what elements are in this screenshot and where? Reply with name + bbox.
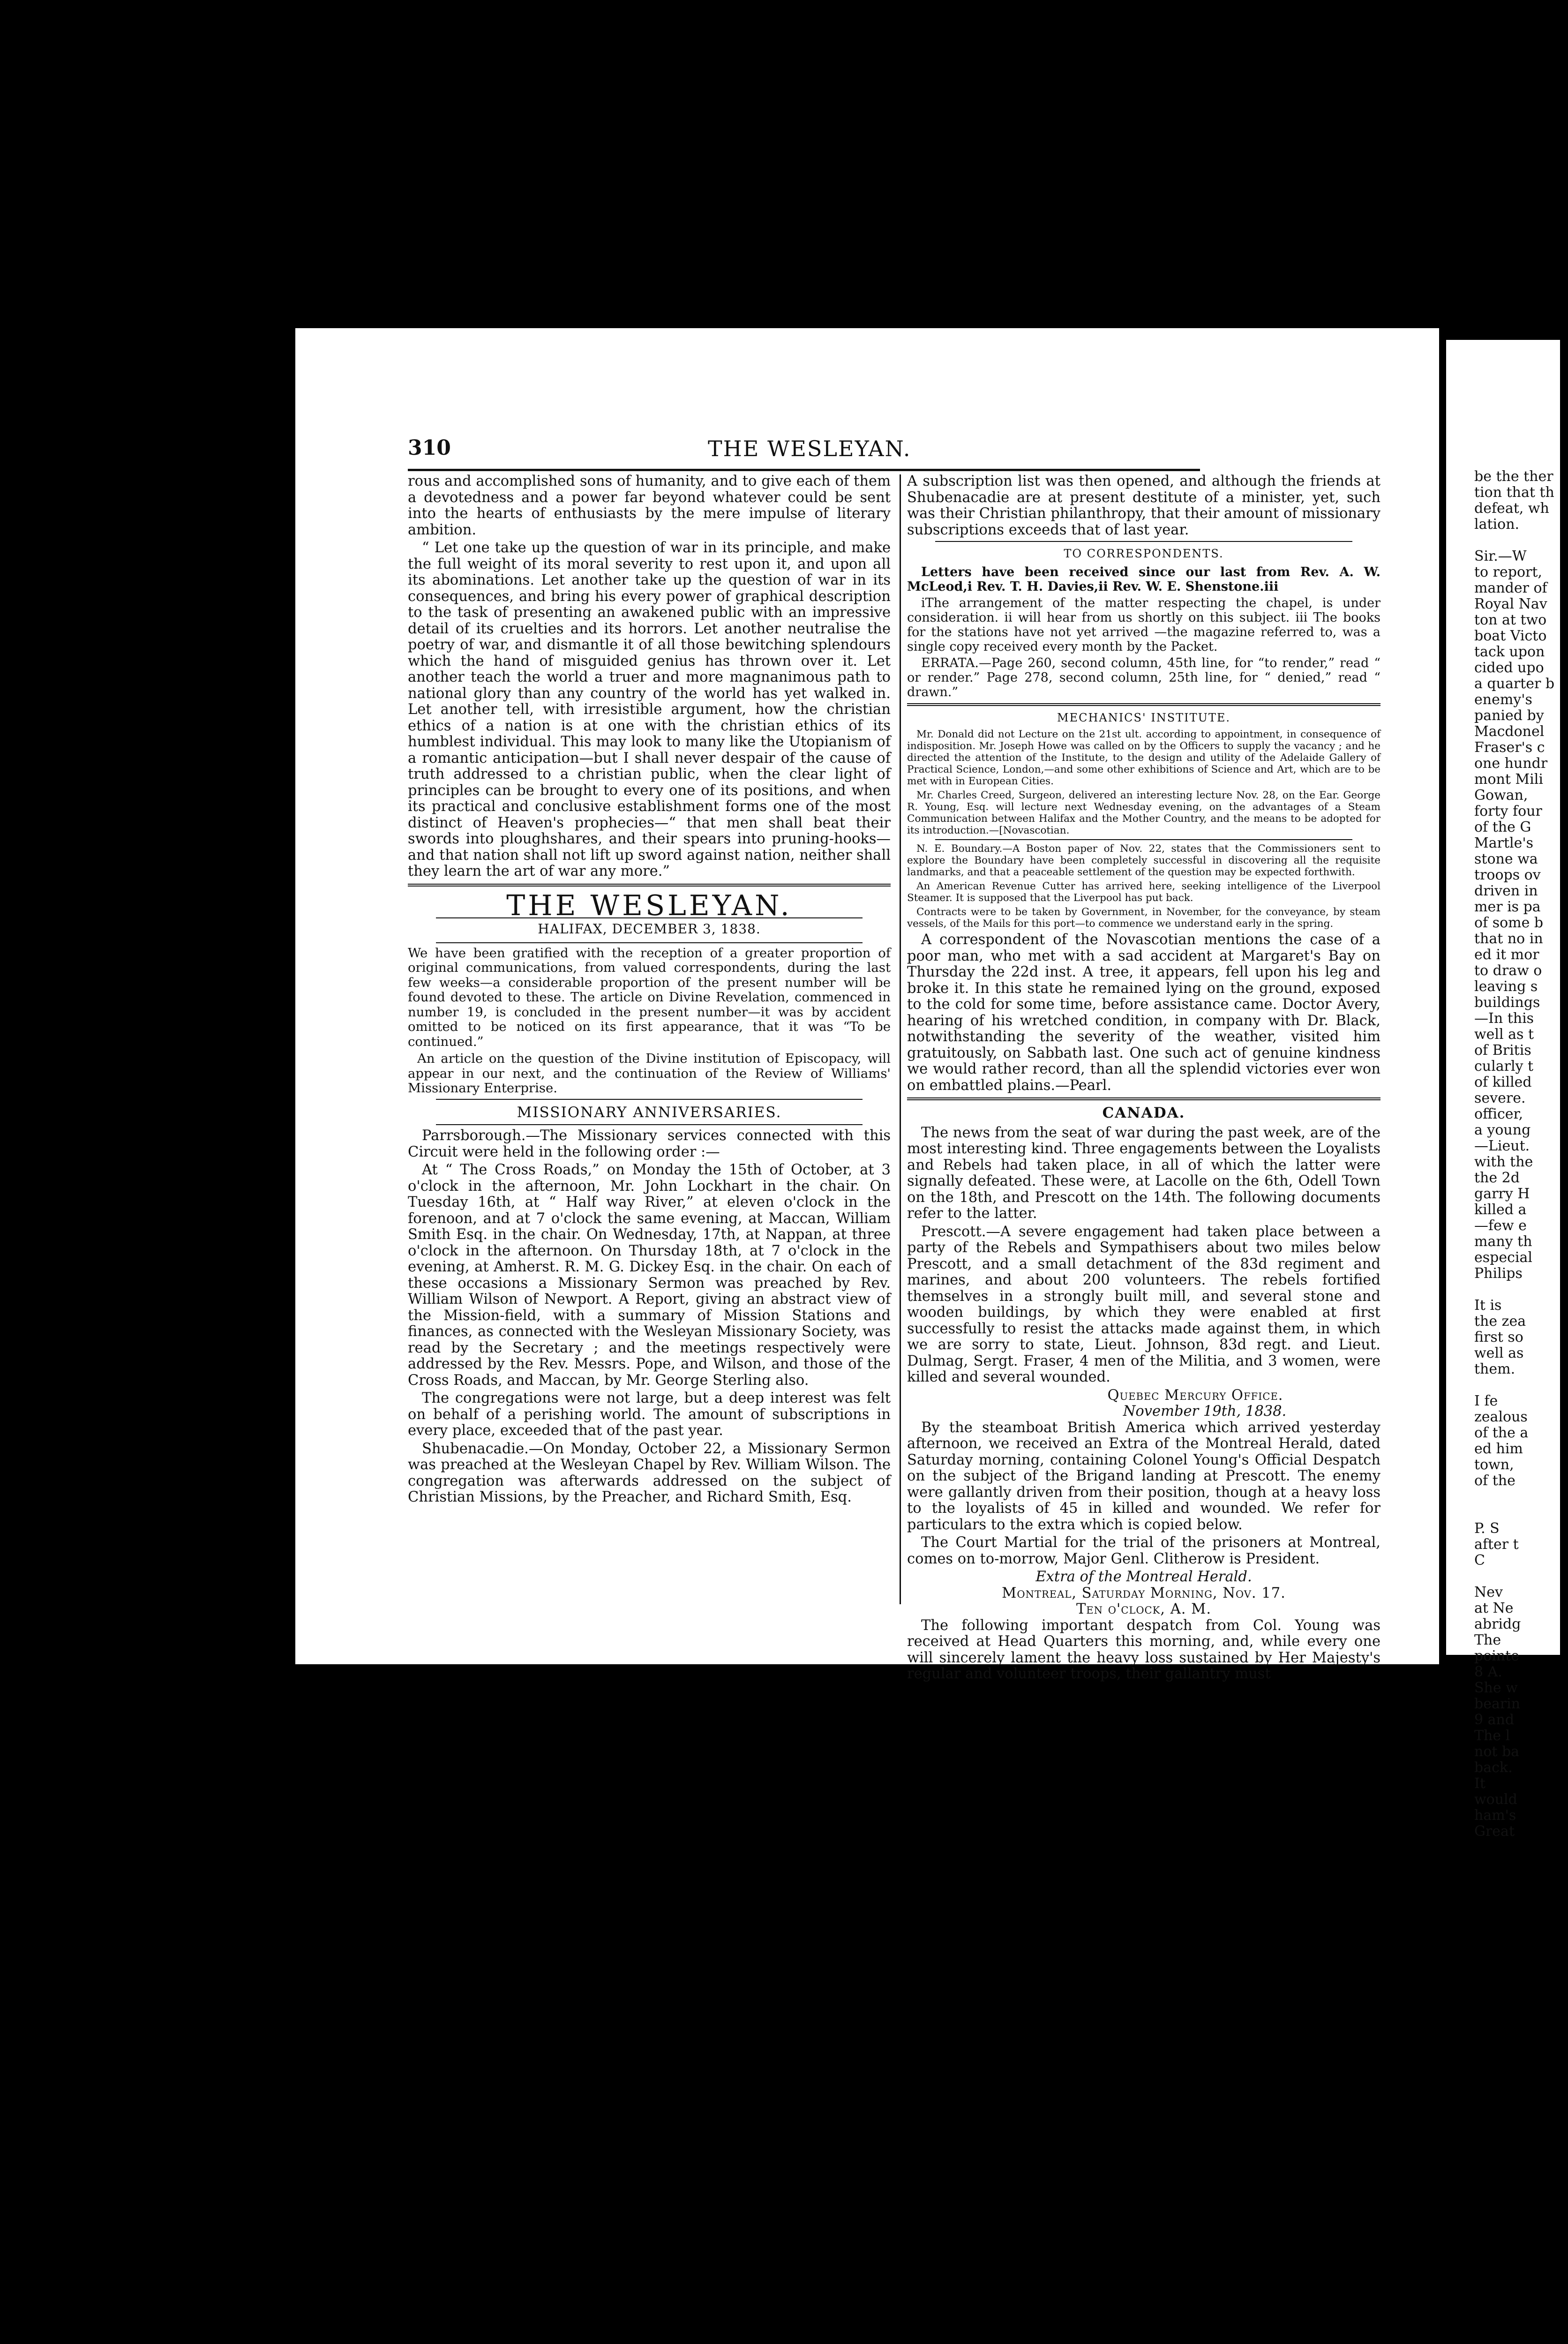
facing-page-line: The (1474, 1632, 1501, 1648)
facing-page-line: ton at two (1474, 612, 1547, 628)
facing-page-line: of some b (1474, 915, 1544, 931)
facing-page-line: —In this (1474, 1010, 1534, 1027)
editorial-paragraph: An article on the question of the Divine institution of Episcopacy, will appear in our next, and the continuation of the Review of Williams' Missionary Enterprise. (408, 1051, 891, 1096)
facing-page-line: to report, (1474, 564, 1542, 580)
facing-page-line: ham's (1474, 1807, 1516, 1824)
page-number: 310 (408, 436, 451, 460)
canada-heading: CANADA. (1102, 1104, 1185, 1121)
facing-page-line: many th (1474, 1233, 1532, 1250)
facing-page-line: cularly t (1474, 1058, 1534, 1074)
facing-page-line: of the a (1474, 1425, 1529, 1441)
masthead: THE WESLEYAN. (506, 889, 792, 922)
facing-page-line: the zea (1474, 1313, 1526, 1330)
facing-page-line: enemy's (1474, 691, 1532, 708)
facing-page-line: officer, (1474, 1106, 1523, 1122)
facing-page-line: Royal Nav (1474, 596, 1547, 612)
facing-page-line: first so (1474, 1329, 1523, 1345)
errata-paragraph: ERRATA.—Page 260, second column, 45th line, for “to render,” read “ or render.” Page 278, second column, 25th line, for “ denied,” read “ drawn.” (907, 655, 1380, 699)
facing-page-line (1474, 1282, 1568, 1298)
facing-page-line: after t (1474, 1536, 1519, 1553)
facing-page-line: zealous (1474, 1409, 1528, 1425)
missionary-paragraph: The congregations were not large, but a deep interest was felt on behalf of a perishing world. The amount of subscriptions in every place, exceeded that of the past year. (408, 1390, 891, 1439)
quebec-paragraph: The Court Martial for the trial of the prisoners at Montreal, comes on to-morrow, Major Genl. Clitherow is President. (907, 1534, 1380, 1567)
page-header (408, 436, 1214, 469)
facing-page-line: lation. (1474, 516, 1520, 533)
facing-page-line: stone wa (1474, 851, 1538, 867)
facing-page-line: pointe (1474, 1648, 1519, 1664)
continuation-paragraph: rous and accomplished sons of humanity, and to give each of them a devotedness and a power far beyond whatever could be sent into the hearts of enthusiasts by the mere impulse of literary ambition. (408, 473, 891, 538)
facing-page-line: that no in (1474, 931, 1543, 947)
facing-page-line: boat Victo (1474, 628, 1547, 644)
facing-page-text (1474, 469, 1568, 1840)
facing-page-line (1474, 1377, 1568, 1393)
mechanics-paragraph: Mr. Donald did not Lecture on the 21st ult. according to appointment, in consequence of indisposition. Mr. Joseph Howe was called on by the Officers to supply the vacancy ; and he directed the attention of the Institute, to the design and utility of the Adelaide Gallery of Practical Science, London,—and some other exhibitions of Science and Art, which are to be met with in European Cities. (907, 729, 1380, 787)
facing-page-line: of killed (1474, 1074, 1532, 1090)
missionary-paragraph: At “ The Cross Roads,” on Monday the 15th of October, at 3 o'clock in the afternoon, Mr. John Lockhart in the chair. On Tuesday 16th, at “ Half way River,” at eleven o'clock in the forenoon, and at 7 o'clock the same evening, at Maccan, William Smith Esq. in the chair. On Wednesday, 17th, at Nappan, at three o'clock in the afternoon. On Thursday 18th, at 7 o'clock in the evening, at Amherst. R. M. G. Dickey Esq. in the chair. On each of these occasions a Missionary Sermon was preached by Rev. William Wilson of Newport. A Report, giving an abstract view of the Mission-field, with a summary of Mission Stations and finances, as connected with the Wesleyan Missionary Society, was read by the Secretary ; and the meetings respectively were addressed by the Rev. Messrs. Pope, and Wilson, and those of the Cross Roads, and Maccan, by Mr. George Sterling also. (408, 1162, 891, 1389)
facing-page-line: abridg (1474, 1616, 1521, 1632)
facing-page-line: Fraser's c (1474, 739, 1545, 756)
facing-page-line: Macdonel (1474, 723, 1545, 740)
facing-page-line: Sir.—W (1474, 548, 1527, 564)
time-line: Ten o'clock, A. M. (1076, 1601, 1212, 1617)
facing-page-line: them. (1474, 1361, 1515, 1377)
correspondents-heading: TO CORRESPONDENTS. (1064, 547, 1224, 560)
quebec-office: Quebec Mercury Office. (1107, 1387, 1283, 1404)
facing-page-line: I fe (1474, 1393, 1498, 1409)
news-paragraph: N. E. Boundary.—A Boston paper of Nov. 22, states that the Commissioners sent to explore the Boundary have been completely successful in discovering all the requisite landmarks, and that a peaceable settlement of the question may be expected forthwith. (907, 843, 1380, 878)
extra-title: Extra of the Montreal Herald. (1035, 1569, 1252, 1585)
section-rule (935, 541, 1352, 542)
quebec-paragraph: By the steamboat British America which arrived yesterday afternoon, we received an Extra of the Montreal Herald, dated Saturday morning, containing Colonel Young's Official Despatch on the subject of the Brigand landing at Prescott. The enemy were gallantly driven from their position, though at a heavy loss to the loyalists of 45 in killed and wounded. We refer for particulars to the extra which is copied below. (907, 1419, 1380, 1533)
facing-page-line: killed a (1474, 1202, 1527, 1218)
facing-page-line: Great (1474, 1823, 1515, 1840)
facing-page-line: one hundr (1474, 755, 1548, 772)
facing-page-line (1474, 533, 1568, 548)
mechanics-block (907, 729, 1380, 836)
column-divider (900, 474, 901, 1604)
montreal-dateline: Montreal, Saturday Morning, Nov. 17. (1002, 1585, 1286, 1601)
dateline-rule (436, 942, 863, 943)
right-column (907, 473, 1380, 1684)
facing-page-line: to draw o (1474, 962, 1542, 979)
correspondents-paragraph: Letters have been received since our last from Rev. A. W. McLeod,i Rev. T. H. Davies,ii Rev. W. E. Shenstone.iii (907, 564, 1380, 594)
missionary-heading: MISSIONARY ANNIVERSARIES. (517, 1104, 782, 1121)
facing-page-line: defeat, wh (1474, 500, 1549, 517)
editorial-paragraph: We have been gratified with the reception of a greater proportion of original communications, from valued correspondents, during the last few weeks—a considerable proportion of the present number will be found devoted to these. The article on Divine Revelation, commenced in number 19, is concluded in the present number—it was by accident omitted to be noticed on its first appearance, that it was “To be continued.” (408, 945, 891, 1049)
quebec-date: November 19th, 1838. (1123, 1403, 1287, 1420)
canada-paragraph: The news from the seat of war during the past week, are of the most interesting kind. Three engagements between the Loyalists and Rebels had taken place, in all of which the latter were signally defeated. These were, at Lacolle on the 6th, Odell Town on the 18th, and Prescott on the 14th. The following documents refer to the latter. (907, 1124, 1380, 1222)
facing-page-line: 8 A. (1474, 1664, 1502, 1680)
facing-page-fragment (1446, 340, 1560, 1840)
facing-page-line: a quarter b (1474, 676, 1555, 692)
facing-page-line: at Ne (1474, 1600, 1514, 1616)
mechanics-heading: MECHANICS' INSTITUTE. (1057, 711, 1231, 724)
facing-page-line: cided upo (1474, 660, 1544, 676)
news-paragraph: An American Revenue Cutter has arrived here, seeking intelligence of the Liverpool Steamer. It is supposed that the Liverpool has put back. (907, 880, 1380, 904)
facing-page-line: ed it mor (1474, 947, 1539, 963)
section-rule (907, 1097, 1380, 1100)
section-rule (436, 1099, 863, 1100)
facing-page-line: mer is pa (1474, 899, 1541, 915)
facing-page-line: —Lieut. (1474, 1138, 1530, 1154)
facing-page-line: of the (1474, 1473, 1515, 1489)
section-rule (907, 703, 1380, 706)
facing-page-line: not ba (1474, 1743, 1520, 1760)
facing-page-line: mont Mili (1474, 771, 1543, 788)
correspondents-paragraph: iThe arrangement of the matter respecting the chapel, is under consideration. ii will hear from us shortly on this subject. iii The books for the stations have not yet arrived —the magazine referred to, was a single copy received every month by the Packet. (907, 595, 1380, 654)
despatch-paragraph: The following important despatch from Col. Young was received at Head Quarters this morning, and, while every one will sincerely lament the heavy loss sustained by Her Majesty's regular and volunteer troops, their gallantry must (907, 1617, 1380, 1682)
facing-page-line: the 2d (1474, 1170, 1520, 1186)
facing-page-line: ed him (1474, 1441, 1523, 1457)
header-rule (408, 469, 1200, 471)
section-rule (935, 839, 1352, 840)
facing-page-line: back. (1474, 1759, 1513, 1776)
correspondents-block (907, 565, 1380, 699)
facing-page-line: with the (1474, 1154, 1533, 1170)
left-column (408, 473, 891, 1508)
news-paragraph: Contracts were to be taken by Government, in November, for the conveyance, by steam vessels, of the Mails for this port—to commence we understand early in the spring. (907, 906, 1380, 930)
facing-page-line: town, (1474, 1457, 1514, 1473)
facing-page-line: P. S (1474, 1520, 1500, 1537)
facing-page-line: Gowan, (1474, 787, 1528, 804)
newspaper-page (295, 328, 1439, 1682)
facing-page-line (1474, 1505, 1568, 1521)
facing-page-line: —few e (1474, 1217, 1527, 1234)
facing-page-line: forty four (1474, 803, 1542, 819)
facing-page-line: be the ther (1474, 468, 1553, 485)
facing-page-line: garry H (1474, 1186, 1530, 1202)
facing-page-line: bearin (1474, 1696, 1521, 1712)
facing-page-line: It is (1474, 1297, 1502, 1314)
facing-page-line: especial (1474, 1249, 1532, 1266)
section-rule (436, 1124, 863, 1125)
facing-page-line: mander of (1474, 580, 1547, 596)
editorial-notes (408, 946, 891, 1096)
facing-page-line: well as t (1474, 1026, 1534, 1043)
facing-page-line: driven in (1474, 883, 1538, 899)
missionary-paragraph: Parrsborough.—The Missionary services connected with this Circuit were held in the following order :— (408, 1127, 891, 1160)
facing-page-line: tion that th (1474, 484, 1554, 501)
mechanics-paragraph: Mr. Charles Creed, Surgeon, delivered an interesting lecture Nov. 28, on the Ear. George R. Young, Esq. will lecture next Wednesday evening, on the advantages of a Steam Communication between Halifax and the Mother Country, and the means to be adopted for its introduction.—[Novascotian. (907, 789, 1380, 836)
facing-page-line: tack upon (1474, 644, 1545, 660)
facing-page-line: buildings (1474, 994, 1540, 1011)
accident-paragraph: A correspondent of the Novascotian mentions the case of a poor man, who met with a sad accident at Margaret's Bay on Thursday the 22d inst. A tree, it appears, fell upon his leg and broke it. In this state he remained lying on the ground, exposed to the cold for some time, before assistance came. Doctor Avery, hearing of his wretched condition, in company with Dr. Black, notwithstanding the severity of the weather, visited him gratuitously, on Sabbath last. One such act of genuine kindness we would rather record, than all the splendid victories ever won on embattled plains.—Pearl. (907, 932, 1380, 1094)
canada-paragraph: Prescott.—A severe engagement had taken place between a party of the Rebels and Sympathisers about two miles below Prescott, and a small detachment of the 83d regiment and marines, and about 200 volunteers. The rebels fortified themselves in a strongly built mill, and several stone and wooden buildings, by which they were enabled at first successfully to resist the attacks made against them, in which we are sorry to state, Lieut. Johnson, 83d regt. and Lieut. Dulmag, Sergt. Fraser, 4 men of the Militia, and 3 women, were killed and several wounded. (907, 1223, 1380, 1385)
facing-page-line: of Britis (1474, 1042, 1531, 1059)
dateline: HALIFAX, DECEMBER 3, 1838. (538, 921, 761, 937)
facing-page-line: would (1474, 1791, 1517, 1808)
facing-page-line: a young (1474, 1122, 1531, 1138)
facing-page-line: severe. (1474, 1090, 1526, 1106)
missionary-paragraph: Shubenacadie.—On Monday, October 22, a Missionary Sermon was preached at the Wesleyan Chapel by Rev. William Wilson. The congregation was afterwards addressed on the subject of Christian Missions, by the Preacher, and Richard Smith, Esq. (408, 1440, 891, 1505)
facing-page-line: Nev (1474, 1584, 1503, 1600)
war-quote-paragraph: “ Let one take up the question of war in its principle, and make the full weight of its moral severity to rest upon it, and upon all its abominations. Let another take up the question of war in its consequences, and bring his every power of graphical description to the task of presenting an awakened public with an impressive detail of its cruelties and its horrors. Let another neutralise the poetry of war, and dismantle it of all those bewitching splendours which the hand of misguided genius has thrown over it. Let another teach the world a truer and more magnanimous path to national glory than any country of the world has yet walked in. Let another tell, with irresistible argument, how the christian ethics of a nation is at one with the christian ethics of its humblest individual. This may look to many like the Utopianism of a romantic anticipation—but I shall never despair of the cause of truth addressed to a christian public, when the clear light of principles can be brought to every one of its positions, and when its practical and conclusive establishment forms one of the most distinct of Heaven's prophecies—“ that men shall beat their swords into ploughshares, and their spears into pruning-hooks—and that nation shall not lift up sword against nation, neither shall they learn the art of war any more.” (408, 540, 891, 879)
running-title: THE WESLEYAN. (708, 436, 911, 461)
facing-page-line: of the G (1474, 819, 1531, 835)
facing-page-line (1474, 1569, 1568, 1585)
facing-page-line: Philips (1474, 1265, 1523, 1282)
subscription-paragraph: A subscription list was then opened, and although the friends at Shubenacadie are at present destitute of a minister, yet, such was their Christian philanthropy, that their amount of missionary subscriptions exceeds that of last year. (907, 473, 1380, 538)
facing-page-line: C (1474, 1552, 1485, 1569)
facing-page-line (1474, 1489, 1568, 1505)
section-rule (408, 884, 891, 887)
facing-page-line: It (1474, 1775, 1485, 1792)
facing-page-line: She w (1474, 1680, 1518, 1696)
facing-page-line: 9 and (1474, 1712, 1515, 1728)
facing-page-line: The l (1474, 1728, 1510, 1744)
news-block (907, 843, 1380, 930)
facing-page-line: panied by (1474, 707, 1544, 724)
facing-page-line: leaving s (1474, 978, 1538, 995)
facing-page-line: troops ov (1474, 867, 1541, 883)
facing-page-line: Martle's (1474, 835, 1533, 851)
facing-page-line: well as (1474, 1345, 1524, 1361)
